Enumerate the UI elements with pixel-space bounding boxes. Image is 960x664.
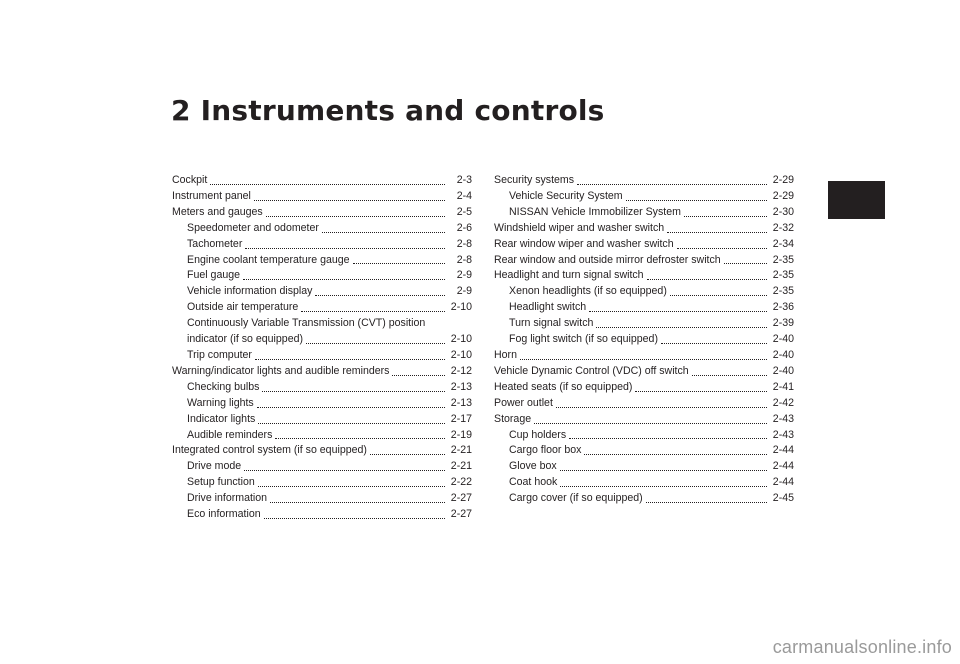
leader-dots	[353, 263, 445, 264]
toc-entry-page: 2-27	[450, 508, 472, 521]
leader-dots	[646, 502, 767, 503]
toc-entry-page: 2-44	[772, 460, 794, 473]
toc-entry-page: 2-12	[450, 364, 472, 377]
toc-entry[interactable]	[494, 380, 794, 396]
toc-entry-page: 2-8	[456, 253, 472, 266]
toc-entry-page: 2-44	[772, 444, 794, 457]
toc-entry-page: 2-8	[456, 237, 472, 250]
toc-entry-page: 2-29	[772, 174, 794, 186]
toc-entry-page: 2-29	[772, 189, 794, 202]
toc-entry-label: Warning/indicator lights and audible reminders	[172, 364, 390, 377]
toc-subentry[interactable]	[172, 332, 472, 348]
toc-entry-page: 2-45	[772, 492, 794, 505]
toc-entry-page: 2-3	[456, 174, 472, 186]
toc-entry[interactable]	[494, 253, 794, 269]
toc-entry-label: Security systems	[494, 174, 575, 186]
toc-entry-page: 2-10	[450, 348, 472, 361]
toc-entry-label: Cargo floor box	[509, 444, 582, 457]
toc-entry-label: Drive information	[187, 492, 268, 505]
leader-dots	[254, 200, 445, 201]
leader-dots	[670, 295, 767, 296]
leader-dots	[692, 375, 767, 376]
watermark-text: carmanualsonline.info	[772, 637, 952, 657]
toc-right-column	[494, 173, 794, 507]
chapter-title: 2 Instruments and controls	[171, 94, 605, 127]
leader-dots	[560, 470, 767, 471]
leader-dots	[266, 216, 445, 217]
toc-entry-page: 2-17	[450, 412, 472, 425]
leader-dots	[322, 232, 445, 233]
leader-dots	[635, 391, 767, 392]
leader-dots	[724, 263, 767, 264]
toc-entry-label: Meters and gauges	[172, 205, 263, 218]
toc-entry-label: Engine coolant temperature gauge	[187, 253, 350, 266]
toc-entry-label: Cargo cover (if so equipped)	[509, 492, 643, 505]
toc-entry-label: Indicator lights	[187, 412, 256, 425]
leader-dots	[255, 359, 445, 360]
toc-entry-label: Fog light switch (if so equipped)	[509, 333, 658, 346]
leader-dots	[577, 184, 767, 185]
toc-entry-page: 2-10	[450, 333, 472, 346]
toc-subentry[interactable]	[172, 428, 472, 444]
toc-subentry[interactable]	[494, 300, 794, 316]
toc-entry-label: Turn signal switch	[509, 317, 594, 330]
leader-dots	[244, 470, 445, 471]
toc-subentry[interactable]	[172, 507, 472, 523]
toc-entry-page: 2-6	[456, 221, 472, 234]
toc-entry-page: 2-40	[772, 348, 794, 361]
toc-entry[interactable]	[494, 412, 794, 428]
toc-entry-label: Xenon headlights (if so equipped)	[509, 285, 667, 298]
toc-entry-page: 2-32	[772, 221, 794, 234]
leader-dots	[392, 375, 445, 376]
toc-entry-page: 2-35	[772, 253, 794, 266]
toc-entry[interactable]	[172, 189, 472, 205]
leader-dots	[210, 184, 445, 185]
toc-entry[interactable]	[172, 205, 472, 221]
toc-entry-label: indicator (if so equipped)	[187, 333, 304, 346]
toc-entry-page: 2-44	[772, 476, 794, 489]
toc-entry[interactable]	[494, 396, 794, 412]
toc-entry-label: Eco information	[187, 508, 261, 521]
toc-entry-label: Speedometer and odometer	[187, 221, 319, 234]
toc-entry-page: 2-34	[772, 237, 794, 250]
toc-subentry[interactable]	[172, 237, 472, 253]
toc-entry-page: 2-41	[772, 380, 794, 393]
toc-entry-label: Rear window wiper and washer switch	[494, 237, 674, 250]
leader-dots	[667, 232, 767, 233]
leader-dots	[534, 423, 767, 424]
toc-subentry[interactable]	[172, 300, 472, 316]
toc-entry-label: Glove box	[509, 460, 557, 473]
toc-entry-label: Integrated control system (if so equipped)	[172, 444, 367, 457]
toc-subentry[interactable]	[494, 459, 794, 475]
toc-entry-label: Rear window and outside mirror defroster switch	[494, 253, 721, 266]
toc-entry-label: NISSAN Vehicle Immobilizer System	[509, 205, 681, 218]
toc-subentry[interactable]	[494, 443, 794, 459]
toc-entry-label: Vehicle information display	[187, 285, 313, 298]
toc-subentry[interactable]	[172, 348, 472, 364]
leader-dots	[556, 407, 767, 408]
toc-left-column	[172, 173, 472, 523]
toc-entry[interactable]	[172, 443, 472, 459]
toc-entry[interactable]	[494, 364, 794, 380]
toc-entry-label: Instrument panel	[172, 189, 251, 202]
toc-entry-label: Drive mode	[187, 460, 242, 473]
toc-entry-page: 2-40	[772, 333, 794, 346]
toc-entry-page: 2-36	[772, 301, 794, 314]
toc-entry-label: Headlight switch	[509, 301, 587, 314]
toc-entry-page: 2-9	[456, 285, 472, 298]
leader-dots	[520, 359, 767, 360]
toc-entry-label: Fuel gauge	[187, 269, 241, 282]
leader-dots	[270, 502, 445, 503]
toc-subentry[interactable]	[172, 221, 472, 237]
toc-entry-label: Warning lights	[187, 396, 254, 409]
toc-entry-label: Cockpit	[172, 174, 208, 186]
leader-dots	[301, 311, 445, 312]
leader-dots	[626, 200, 767, 201]
toc-entry-page: 2-4	[456, 189, 472, 202]
toc-entry-page: 2-30	[772, 205, 794, 218]
toc-entry-page: 2-27	[450, 492, 472, 505]
toc-entry-page: 2-5	[456, 205, 472, 218]
toc-subentry[interactable]	[494, 491, 794, 507]
toc-entry-label: Power outlet	[494, 396, 553, 409]
toc-entry-label: Vehicle Security System	[509, 189, 623, 202]
toc-entry-page: 2-22	[450, 476, 472, 489]
toc-entry-page: 2-42	[772, 396, 794, 409]
toc-subentry-line1[interactable]: Continuously Variable Transmission (CVT) position	[187, 317, 426, 330]
toc-entry-page: 2-39	[772, 317, 794, 330]
toc-entry-label: Vehicle Dynamic Control (VDC) off switch	[494, 364, 689, 377]
leader-dots	[306, 343, 445, 344]
toc-entry-page: 2-21	[450, 444, 472, 457]
toc-subentry[interactable]	[494, 475, 794, 491]
leader-dots	[569, 438, 767, 439]
toc-subentry[interactable]	[494, 189, 794, 205]
toc-entry-label: Headlight and turn signal switch	[494, 269, 644, 282]
toc-entry-page: 2-10	[450, 301, 472, 314]
toc-entry[interactable]	[172, 173, 472, 189]
toc-entry-page: 2-19	[450, 428, 472, 441]
toc-entry[interactable]	[494, 221, 794, 237]
toc-entry-label: Cup holders	[509, 428, 567, 441]
leader-dots	[596, 327, 767, 328]
toc-subentry[interactable]	[172, 380, 472, 396]
leader-dots	[684, 216, 767, 217]
toc-entry-page: 2-35	[772, 269, 794, 282]
toc-entry-page: 2-40	[772, 364, 794, 377]
toc-entry-label: Trip computer	[187, 348, 252, 361]
toc-entry[interactable]	[494, 348, 794, 364]
toc-subentry[interactable]	[172, 396, 472, 412]
toc-entry[interactable]	[494, 237, 794, 253]
toc-entry-label: Checking bulbs	[187, 380, 260, 393]
leader-dots	[677, 248, 767, 249]
toc-subentry[interactable]	[494, 205, 794, 221]
toc-subentry[interactable]	[172, 284, 472, 300]
toc-entry-page: 2-9	[456, 269, 472, 282]
leader-dots	[245, 248, 445, 249]
toc-entry-label: Setup function	[187, 476, 255, 489]
toc-entry[interactable]	[172, 364, 472, 380]
leader-dots	[275, 438, 445, 439]
toc-subentry[interactable]	[172, 268, 472, 284]
leader-dots	[370, 454, 445, 455]
toc-entry-label: Outside air temperature	[187, 301, 299, 314]
leader-dots	[258, 486, 445, 487]
toc-subentry[interactable]	[172, 253, 472, 269]
leader-dots	[661, 343, 767, 344]
toc-entry-page: 2-43	[772, 412, 794, 425]
toc-entry-label: Storage	[494, 412, 532, 425]
toc-subentry[interactable]	[172, 412, 472, 428]
leader-dots	[647, 279, 767, 280]
toc-entry[interactable]	[494, 268, 794, 284]
toc-subentry[interactable]	[494, 316, 794, 332]
leader-dots	[243, 279, 445, 280]
leader-dots	[589, 311, 767, 312]
toc-entry-label: Horn	[494, 348, 517, 361]
toc-entry-page: 2-35	[772, 285, 794, 298]
toc-subentry[interactable]	[494, 332, 794, 348]
toc-subentry[interactable]	[494, 284, 794, 300]
leader-dots	[584, 454, 767, 455]
toc-entry-label: Audible reminders	[187, 428, 273, 441]
leader-dots	[257, 407, 445, 408]
toc-entry-label: Tachometer	[187, 237, 243, 250]
toc-subentry[interactable]	[172, 459, 472, 475]
toc-subentry[interactable]	[172, 475, 472, 491]
leader-dots	[315, 295, 445, 296]
toc-entry-label: Windshield wiper and washer switch	[494, 221, 665, 234]
toc-entry-page: 2-43	[772, 428, 794, 441]
leader-dots	[262, 391, 445, 392]
leader-dots	[258, 423, 445, 424]
toc-entry-label: Heated seats (if so equipped)	[494, 380, 633, 393]
chapter-tab	[828, 181, 885, 219]
toc-subentry[interactable]	[494, 428, 794, 444]
leader-dots	[560, 486, 767, 487]
toc-entry-page: 2-21	[450, 460, 472, 473]
toc-entry[interactable]	[494, 173, 794, 189]
leader-dots	[264, 518, 445, 519]
toc-entry-page: 2-13	[450, 380, 472, 393]
toc-subentry[interactable]	[172, 491, 472, 507]
toc-entry-label: Coat hook	[509, 476, 558, 489]
toc-entry-page: 2-13	[450, 396, 472, 409]
